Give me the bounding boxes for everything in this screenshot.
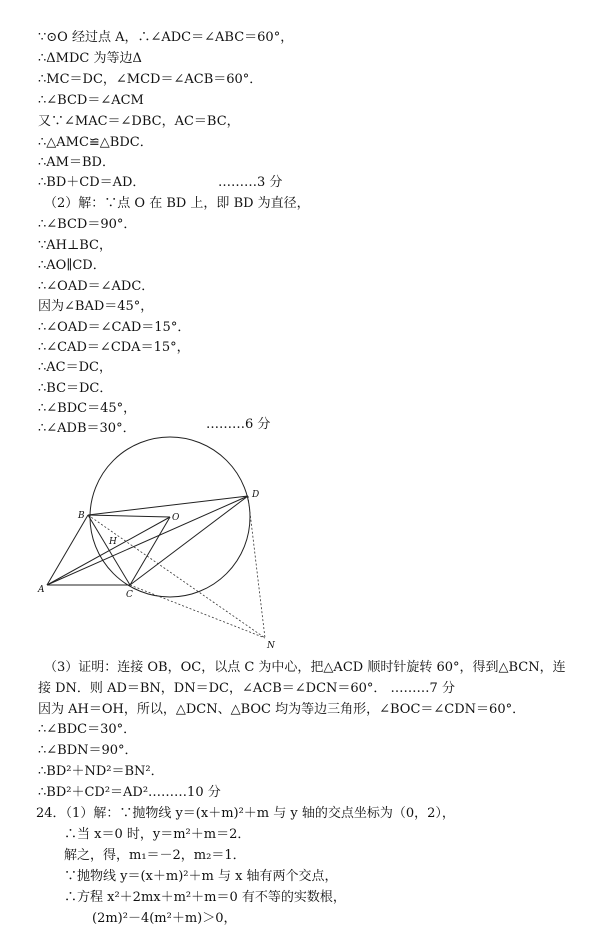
segment-bo [88,515,170,517]
segment-bc [88,515,130,585]
proof-line: ∴∠BDN＝90°． [38,743,138,758]
score-mark: ………6 分 [206,417,271,432]
proof-line: 接 DN．则 AD＝BN，DN＝DC，∠ACB＝∠DCN＝60°． ………7 分 [38,681,455,696]
proof-line: ∵⊙O 经过点 A，∴∠ADC＝∠ABC＝60°， [38,30,294,45]
proof-line: ∴△AMC≌△BDC． [38,135,153,150]
label-o: O [172,513,180,523]
proof-line: ∴BD²＋ND²＝BN²． [38,764,164,779]
proof-line: ∴AO∥CD． [38,258,106,273]
label-c: C [126,590,133,600]
proof-line: ∴∠BCD＝∠ACM [38,93,144,108]
proof-line: ∴∠ADB＝30°． [38,421,136,436]
question-24-line: 解之，得，m₁＝－2，m₂＝1． [64,848,246,863]
question-24-line: ∵抛物线 y＝(x＋m)²＋m 与 x 轴有两个交点， [64,869,338,884]
label-d: D [252,490,260,500]
proof-line: ∴BD²＋CD²＝AD²………10 分 [38,785,221,800]
proof-line: ∴AC＝DC， [38,360,112,375]
question-24-line: (2m)²－4(m²＋m)＞0， [92,911,237,926]
proof-line: ∴BC＝DC． [38,381,113,396]
label-n: N [267,641,275,651]
proof-line: 因为 AH＝OH，所以，△DCN、△BOC 均为等边三角形，∠BOC＝∠CDN＝60°． [38,702,526,717]
proof-line: ∴∠BCD＝90°． [38,217,137,232]
proof-line: ∴BD＋CD＝AD． [38,175,146,190]
segment-dn [248,496,265,638]
score-mark: ………3 分 [218,175,283,190]
proof-line: ∴∠OAD＝∠CAD＝15°． [38,320,191,335]
proof-line: ∴MC＝DC，∠MCD＝∠ACB＝60°． [38,72,263,87]
proof-line: 因为∠BAD＝45°， [38,299,154,314]
segment-bd [88,496,248,515]
proof-line: ∴AM＝BD． [38,155,115,170]
proof-line: ∴∠CAD＝∠CDA＝15°， [38,340,190,355]
question-24-line: ∴方程 x²＋2mx＋m²＋m＝0 有不等的实数根， [64,890,346,905]
segment-ao [47,517,170,585]
question-24-line: ∴当 x＝0 时，y＝m²＋m＝2． [64,827,251,842]
proof-line: ∴∠OAD＝∠ADC． [38,279,155,294]
proof-line: 又∵∠MAC＝∠DBC，AC＝BC， [38,114,240,129]
segment-bn [88,515,265,638]
proof-line: ∴∠BDC＝30°． [38,722,137,737]
question-24-line: 24．（1）解：∵抛物线 y＝(x＋m)²＋m 与 y 轴的交点坐标为（0，2）， [36,806,455,821]
proof-line: （3）证明：连接 OB，OC，以点 C 为中心，把△ACD 顺时针旋转 60°，得到△BCN，连 [44,660,566,675]
segment-oc [130,517,170,585]
proof-line: （2）解：∵点 O 在 BD 上，即 BD 为直径， [44,196,310,211]
label-h: H [109,537,117,547]
proof-line: ∵AH⊥BC， [38,238,112,253]
segment-cn [130,585,265,638]
geometry-figure [30,430,320,652]
segment-ab [47,515,88,585]
label-b: B [78,511,85,521]
proof-line: ∴∠BDC＝45°， [38,401,137,416]
label-a: A [38,585,45,595]
proof-line: ∴ΔMDC 为等边Δ [38,51,142,66]
